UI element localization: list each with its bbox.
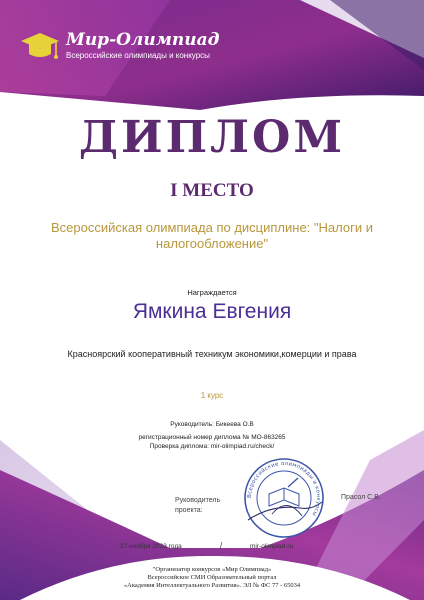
check-link: Проверка диплома: mir-olimpiad.ru/check/ [149, 443, 275, 450]
diploma-title: ДИПЛОМ [78, 112, 346, 163]
footer-media: Всероссийское СМИ Образовательный портал [147, 574, 277, 581]
project-head-name: Прасол С.В. [341, 494, 381, 501]
stamp-ring-text: Всероссийские олимпиады и конкурсы [246, 460, 322, 518]
brand-name: Мир-Олимпиад [66, 30, 220, 50]
footer-license: «Академия Интеллектуального Развития». ЭЛ № ФС 77 - 65034 [123, 582, 301, 589]
discipline-text: Всероссийская олимпиада по дисциплине: "Налоги и налогообложение" [51, 220, 373, 251]
website-text: mir-olimpiad.ru [250, 543, 293, 550]
official-stamp [242, 456, 326, 540]
date-separator: / [220, 541, 223, 550]
issue-date: 27 ноября 2023 года [120, 543, 182, 550]
signature-stroke [248, 502, 322, 520]
institution-text: Красноярский кооперативный техникум экономики,комерции и права [67, 349, 357, 359]
recipient-name: Ямкина Евгения [132, 300, 292, 323]
place-label: I МЕСТО [170, 180, 254, 201]
project-head-label: Руководитель проекта: [175, 497, 221, 514]
graduation-cap-icon [21, 33, 59, 59]
registration-number: регистрационный номер диплома № МО-863265 [138, 434, 286, 441]
book-icon [269, 478, 299, 506]
awarded-label: Награждается [187, 288, 237, 297]
supervisor-text: Руководитель: Бикеева О.В [170, 421, 254, 428]
footer-organizer: "Организатор конкурсов «Мир Олимпиад» [152, 566, 272, 573]
course-label: 1 курс [200, 391, 224, 400]
brand-tagline: Всероссийские олимпиады и конкурсы [66, 51, 210, 60]
